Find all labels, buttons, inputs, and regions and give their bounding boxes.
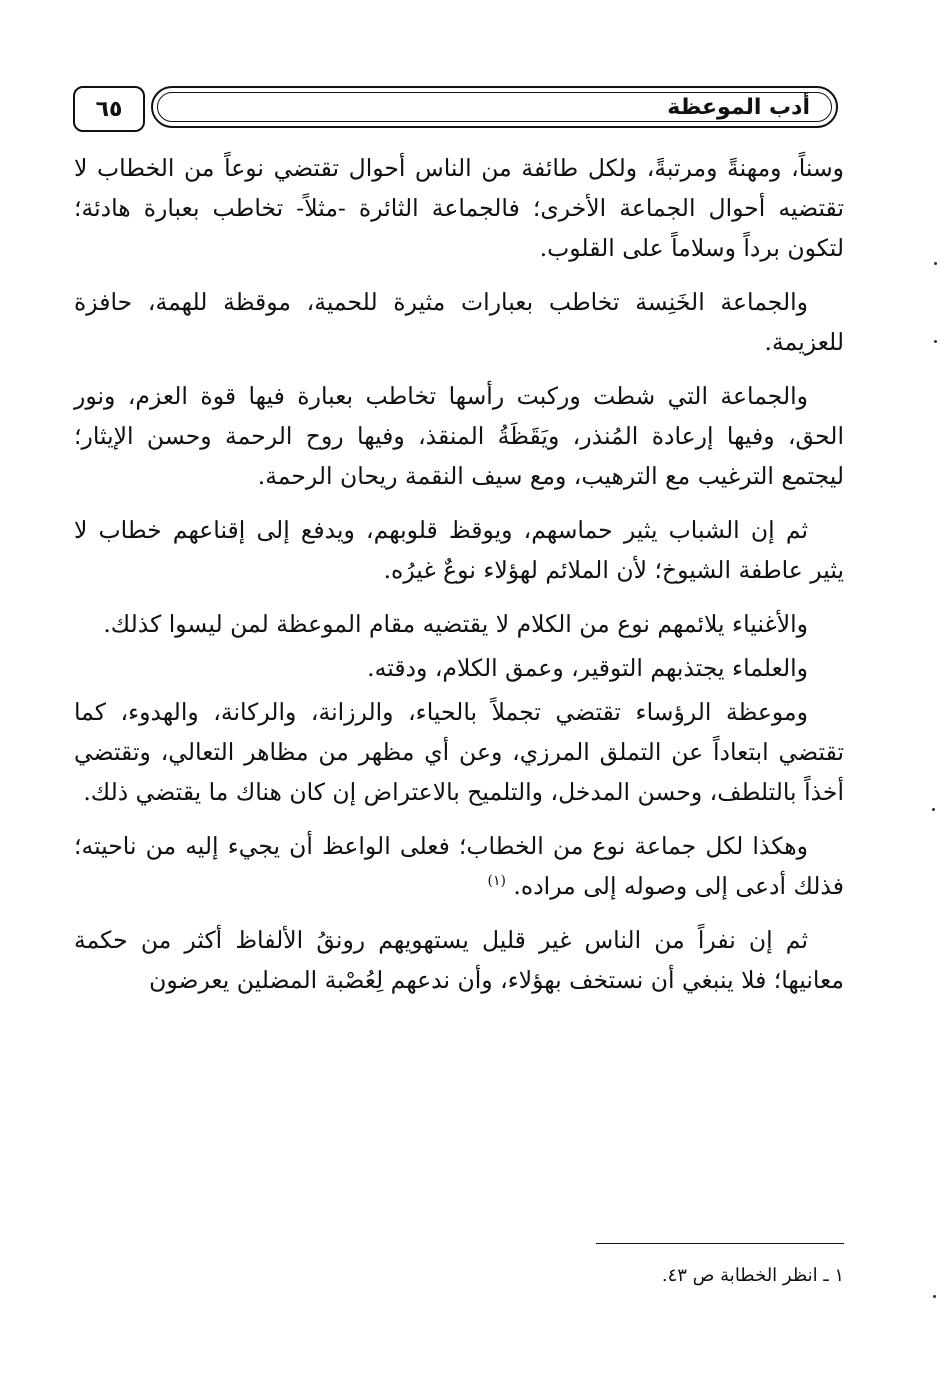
paragraph: وسناً، ومهنةً ومرتبةً، ولكل طائفة من الناس أحوال تقتضي نوعاً من الخطاب لا تقتضيه أحوال الجماعة الأخرى؛ فالجماعة الثائرة -مثلاً- تخاطب بعبارة هادئة؛ لتكون برداً وسلاماً على القلوب.	[74, 154, 844, 262]
running-title: أدب الموعظة	[667, 94, 810, 120]
scan-speck	[934, 262, 937, 265]
footnote-divider	[596, 1243, 844, 1244]
paragraph: وموعظة الرؤساء تقتضي تجملاً بالحياء، والرزانة، والركانة، والهدوء، كما تقتضي ابتعاداً عن التملق المرزي، وعن أي مظهر من مظاهر التعالي، وتقتضي أخذاً بالتلطف، وحسن المدخل، والتلميح بالاعتراض إن كان هناك ما يقتضي ذلك.	[74, 698, 844, 806]
scan-speck	[932, 808, 935, 811]
paragraph: والعلماء يجتذبهم التوقير، وعمق الكلام، ودقته.	[367, 654, 808, 682]
page-header	[73, 86, 843, 132]
footnote-reference[interactable]: (١)	[487, 873, 506, 890]
scan-speck	[933, 1295, 936, 1298]
paragraph-text: وهكذا لكل جماعة نوع من الخطاب؛ فعلى الواعظ أن يجيء إليه من ناحيته؛ فذلك أدعى إلى وصوله إلى مراده.	[74, 832, 844, 900]
paragraph: ثم إن الشباب يثير حماسهم، ويوقظ قلوبهم، ويدفع إلى إقناعهم خطاب لا يثير عاطفة الشيوخ؛ لأن الملائم لهؤلاء نوعٌ غيرُه.	[74, 516, 844, 584]
page-number: ٦٥	[95, 96, 123, 122]
paragraph: والأغنياء يلائمهم نوع من الكلام لا يقتضيه مقام الموعظة لمن ليسوا كذلك.	[103, 610, 808, 638]
paragraph: ثم إن نفراً من الناس غير قليل يستهويهم رونقُ الألفاظ أكثر من حكمة معانيها؛ فلا ينبغي أن نستخف بهؤلاء، وأن ندعهم لِعُصْبة المضلين يعرضون	[74, 926, 844, 994]
body-text	[74, 148, 844, 1014]
paragraph: والجماعة التي شطت وركبت رأسها تخاطب بعبارة فيها قوة العزم، ونور الحق، وفيها إرعادة المُنذر، ويَقَظَةُ المنقذ، وفيها روح الرحمة وحسن الإيثار؛ ليجتمع الترغيب مع الترهيب، ومع سيف النقمة ريحان الرحمة.	[74, 382, 844, 490]
paragraph: والجماعة الخَنِسة تخاطب بعبارات مثيرة للحمية، موقظة للهمة، حافزة للعزيمة.	[74, 288, 844, 356]
page-number-box	[73, 86, 145, 132]
running-title-box	[151, 86, 838, 128]
paragraph-with-footnote	[74, 826, 844, 906]
footnote: ١ ـ انظر الخطابة ص ٤٣.	[661, 1265, 844, 1286]
scan-speck	[934, 340, 937, 343]
